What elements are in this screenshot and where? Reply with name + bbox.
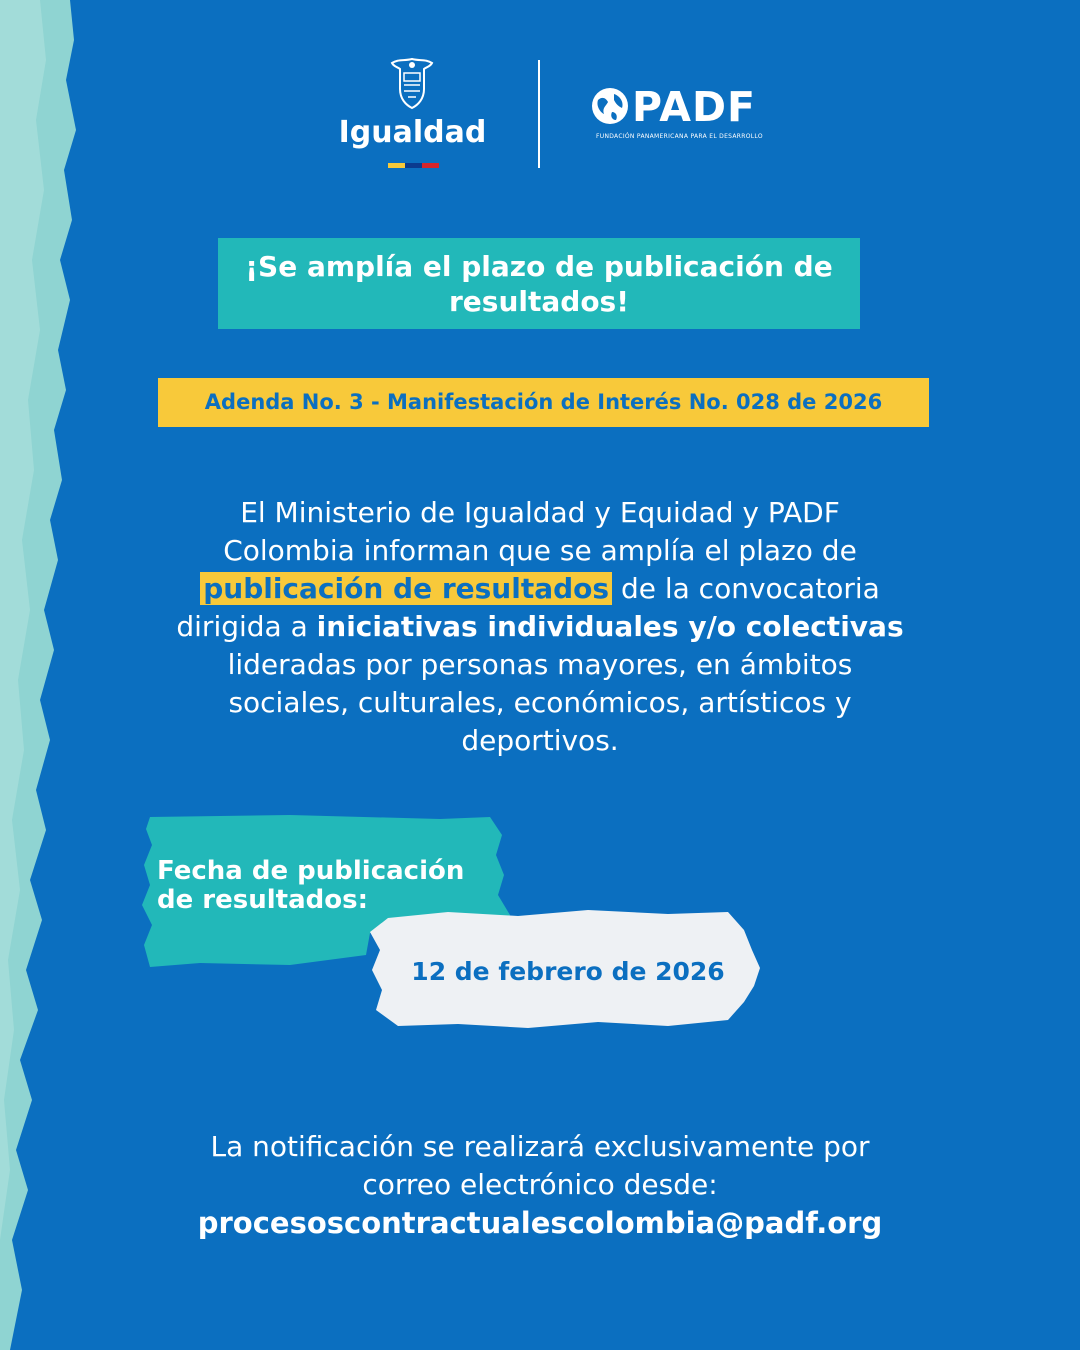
globe-icon	[590, 86, 630, 126]
fecha-value: 12 de febrero de 2026	[411, 957, 725, 986]
body-line-3	[120, 570, 960, 608]
igualdad-wordmark: Igualdad	[338, 115, 487, 150]
padf-wordmark: PADF	[632, 83, 757, 131]
logo-divider	[538, 60, 540, 168]
footer-line-1: La notificación se realizará exclusivamente por	[210, 1130, 870, 1163]
notification-footer	[110, 1128, 970, 1242]
body-line-5: lideradas por personas mayores, en ámbitos	[227, 648, 853, 681]
body-line-1: El Ministerio de Igualdad y Equidad y PADF	[240, 496, 840, 529]
body-line-4	[120, 608, 960, 646]
padf-logo	[590, 83, 790, 153]
headline-banner	[218, 238, 860, 329]
body-line-7: deportivos.	[461, 724, 619, 757]
highlight-text: publicación de resultados	[200, 572, 612, 605]
headline-line-1: ¡Se amplía el plazo de publicación de	[245, 250, 833, 283]
footer-line-2: correo electrónico desde:	[362, 1168, 718, 1201]
body-line-4-pre: dirigida a	[176, 610, 317, 643]
padf-subtitle: FUNDACIÓN PANAMERICANA PARA EL DESARROLLO	[596, 133, 763, 140]
logo-bar	[0, 55, 1080, 175]
fecha-label-line-2: de resultados:	[157, 885, 368, 915]
body-line-6: sociales, culturales, económicos, artísticos y	[228, 686, 852, 719]
fecha-label	[157, 857, 517, 915]
announcement-body	[120, 494, 960, 760]
body-line-4-bold: iniciativas individuales y/o colectivas	[316, 610, 904, 643]
headline-line-2: resultados!	[449, 285, 629, 318]
adenda-banner: Adenda No. 3 - Manifestación de Interés No. 028 de 2026	[158, 378, 929, 427]
contact-email[interactable]: procesoscontractualescolombia@padf.org	[197, 1206, 883, 1240]
coat-of-arms-icon	[384, 55, 440, 111]
body-line-2: Colombia informan que se amplía el plazo de	[223, 534, 857, 567]
flag-stripe	[388, 163, 440, 168]
body-line-3-rest: de la convocatoria	[612, 572, 880, 605]
fecha-label-line-1: Fecha de publicación	[157, 856, 465, 886]
igualdad-logo	[335, 55, 490, 175]
